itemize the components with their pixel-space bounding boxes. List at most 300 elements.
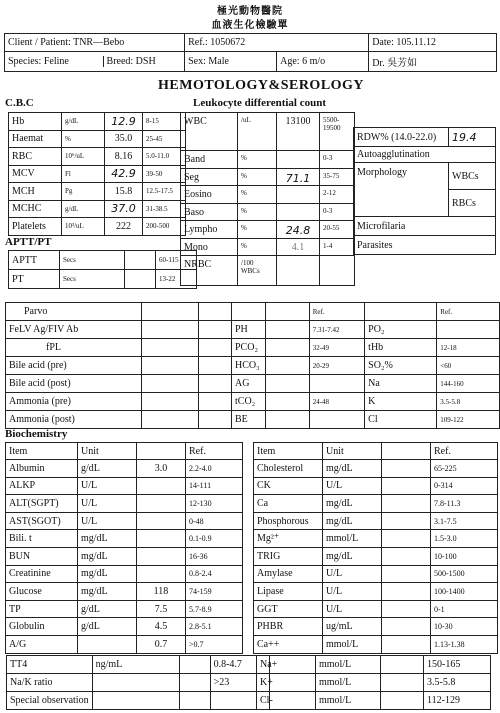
leuko-name: WBC <box>181 113 238 151</box>
bio-ref: 1.5-3.0 <box>431 530 498 548</box>
table-row <box>254 600 498 618</box>
leuko-unit: % <box>238 221 277 239</box>
bio-left-table <box>5 442 243 654</box>
bio-unit: U/L <box>78 477 137 495</box>
leuko-value <box>277 256 320 286</box>
bio-item: GGT <box>254 600 323 618</box>
cbc-value: 42.9 <box>105 165 143 183</box>
bio-unit: mg/dL <box>323 547 382 565</box>
aptt-title: APTT/PT <box>5 236 52 248</box>
cbc-ref: 31-38.5 <box>143 200 186 218</box>
table-row <box>181 168 355 186</box>
bio-item: Creatinine <box>6 565 78 583</box>
client-field: Client / Patient: TNR—Bebo <box>5 34 185 52</box>
morphology-wbcs: WBCs <box>449 163 496 190</box>
serology-table <box>5 302 266 429</box>
bio-unit: g/dL <box>78 618 137 636</box>
bio-ref: 2.2-4.0 <box>186 460 243 478</box>
bio-header-value <box>382 443 431 460</box>
serology-value <box>142 393 199 411</box>
table-row <box>254 460 498 478</box>
cbc-unit: g/dL <box>62 200 105 218</box>
table-row <box>257 674 491 692</box>
table-row <box>6 547 243 565</box>
aptt-unit: Secs <box>60 251 125 270</box>
bio-value <box>382 495 431 513</box>
leuko-name: Mono <box>181 238 238 256</box>
bio-item: BUN <box>6 547 78 565</box>
bottom-value <box>179 674 210 692</box>
bio-header-row <box>254 443 498 460</box>
table-row <box>254 635 498 653</box>
table-row <box>232 321 500 339</box>
table-row <box>6 303 266 321</box>
cbc-name: Hb <box>9 113 62 131</box>
bio-item: A/G <box>6 635 78 653</box>
cbc-unit: g/dL <box>62 113 105 131</box>
bio-ref: 5.7-8.9 <box>186 600 243 618</box>
table-row <box>9 218 186 236</box>
serology-item: FeLV Ag/FIV Ab <box>6 321 142 339</box>
table-row <box>9 113 186 131</box>
bio-value <box>137 495 186 513</box>
bio-value: 4.5 <box>137 618 186 636</box>
bio-item: ALT(SGPT) <box>6 495 78 513</box>
bottom-ref: 150-165 <box>424 656 491 674</box>
gas-param-b: Cl <box>365 411 437 429</box>
bio-ref: 3.1-7.5 <box>431 512 498 530</box>
leuko-name: NRBC <box>181 256 238 286</box>
cbc-name: MCV <box>9 165 62 183</box>
bio-unit: ug/mL <box>323 618 382 636</box>
morphology-label: Morphology <box>354 163 449 217</box>
microfilaria-label: Microfilaria <box>354 217 496 236</box>
aptt-unit: Secs <box>60 270 125 289</box>
gas-ref-b <box>437 321 500 339</box>
date-field: Date: 105.11.12 <box>369 34 497 52</box>
table-row <box>254 583 498 601</box>
bio-item: Cholesterol <box>254 460 323 478</box>
bio-item: Phosphorous <box>254 512 323 530</box>
cbc-title: C.B.C <box>5 97 34 109</box>
serology-value <box>142 357 199 375</box>
gas-param-a: tCO₂ <box>232 393 310 411</box>
cbc-value: 12.9 <box>105 113 143 131</box>
bottom-value <box>381 692 424 710</box>
cbc-name: Haemat <box>9 130 62 148</box>
bio-unit: mg/dL <box>323 495 382 513</box>
serology-item: Bile acid (pre) <box>6 357 142 375</box>
bio-unit: mmol/L <box>323 635 382 653</box>
serology-value <box>142 303 199 321</box>
bio-value <box>382 635 431 653</box>
aptt-ref: 60-115 <box>156 251 197 270</box>
bio-value <box>137 547 186 565</box>
leuko-ref: 35-75 <box>320 168 355 186</box>
cbc-name: RBC <box>9 148 62 166</box>
bio-value: 7.5 <box>137 600 186 618</box>
gas-param-a: PH <box>232 321 310 339</box>
doctor-field: Dr. 吳芳如 <box>369 52 497 72</box>
table-row <box>6 635 243 653</box>
bio-unit: mg/dL <box>78 530 137 548</box>
table-row <box>254 547 498 565</box>
gas-ref-a: 32-49 <box>309 339 364 357</box>
gas-ref-b: <60 <box>437 357 500 375</box>
gas-param-b: PO₂ <box>365 321 437 339</box>
gas-param-a: HCO₃ <box>232 357 310 375</box>
leuko-ref: 20-55 <box>320 221 355 239</box>
bio-ref: 100-1400 <box>431 583 498 601</box>
table-row <box>232 411 500 429</box>
aptt-ref: 13-22 <box>156 270 197 289</box>
bottom-unit: ng/mL <box>92 656 179 674</box>
bio-unit: g/dL <box>78 460 137 478</box>
bottom-ref: 112-129 <box>424 692 491 710</box>
bio-ref: 16-36 <box>186 547 243 565</box>
leuko-ref <box>320 256 355 286</box>
bio-unit: U/L <box>323 583 382 601</box>
bio-item: Ca++ <box>254 635 323 653</box>
cbc-unit: Fl <box>62 165 105 183</box>
ref-field: Ref.: 1050672 <box>185 34 369 52</box>
table-row <box>9 270 197 289</box>
table-row <box>181 238 355 256</box>
bio-ref: 0-48 <box>186 512 243 530</box>
bio-ref: 500-1500 <box>431 565 498 583</box>
cbc-ref: 25-45 <box>143 130 186 148</box>
cbc-value: 8.16 <box>105 148 143 166</box>
bottom-right-table <box>256 655 491 710</box>
bio-header-value <box>137 443 186 460</box>
table-row <box>232 339 500 357</box>
table-row <box>232 393 500 411</box>
bio-unit: mg/dL <box>323 460 382 478</box>
bio-unit <box>78 635 137 653</box>
gas-ref-b: 12-18 <box>437 339 500 357</box>
table-row <box>9 130 186 148</box>
bottom-unit: mmol/L <box>316 674 381 692</box>
gas-ref-a <box>309 411 364 429</box>
bio-ref: 0.8-2.4 <box>186 565 243 583</box>
bio-value <box>137 565 186 583</box>
bio-ref: 2.8-5.1 <box>186 618 243 636</box>
table-row <box>181 113 355 151</box>
bio-value <box>382 460 431 478</box>
leuko-unit: % <box>238 151 277 169</box>
bio-header-row <box>6 443 243 460</box>
leuko-value: 71.1 <box>277 168 320 186</box>
gas-header-row <box>232 303 500 321</box>
cbc-name: MCHC <box>9 200 62 218</box>
bio-item: Globulin <box>6 618 78 636</box>
bio-ref: 10-30 <box>431 618 498 636</box>
bio-right-table <box>253 442 498 654</box>
bottom-unit <box>92 692 179 710</box>
leuko-value: 13100 <box>277 113 320 151</box>
leuko-value <box>277 203 320 221</box>
serology-item: Ammonia (post) <box>6 411 142 429</box>
bio-unit: U/L <box>323 600 382 618</box>
table-row <box>6 375 266 393</box>
bottom-item: K+ <box>257 674 316 692</box>
table-row <box>254 530 498 548</box>
table-row <box>181 256 355 286</box>
cbc-name: Platelets <box>9 218 62 236</box>
gas-header-blank <box>365 303 437 321</box>
bio-unit: U/L <box>323 477 382 495</box>
bio-item: TP <box>6 600 78 618</box>
serology-value <box>142 339 199 357</box>
table-row <box>6 583 243 601</box>
cbc-unit: 10⁶/uL <box>62 148 105 166</box>
serology-item: fPL <box>6 339 142 357</box>
table-row <box>232 357 500 375</box>
gas-param-a: AG <box>232 375 310 393</box>
biochemistry-title: Biochemistry <box>5 428 68 440</box>
rdw-table <box>353 127 496 255</box>
gas-param-b: K <box>365 393 437 411</box>
gas-header-ref-a: Ref. <box>309 303 364 321</box>
table-row <box>6 477 243 495</box>
bio-unit: g/dL <box>78 600 137 618</box>
bio-ref: 74-159 <box>186 583 243 601</box>
table-row <box>6 357 266 375</box>
bio-item: Bili. t <box>6 530 78 548</box>
cbc-name: MCH <box>9 183 62 201</box>
bio-header-ref: Ref. <box>186 443 243 460</box>
table-row <box>6 512 243 530</box>
bio-unit: mg/dL <box>78 583 137 601</box>
leuko-ref: 0-3 <box>320 203 355 221</box>
cbc-ref: 200-500 <box>143 218 186 236</box>
leuko-value: 4.1 <box>277 238 320 256</box>
gas-param-a: PCO₂ <box>232 339 310 357</box>
form-title: 血液生化檢驗單 <box>211 20 289 31</box>
table-row <box>7 656 270 674</box>
gas-ref-b: 109-122 <box>437 411 500 429</box>
gas-header-blank <box>232 303 310 321</box>
bottom-item: Cl- <box>257 692 316 710</box>
table-row <box>9 148 186 166</box>
table-row <box>6 618 243 636</box>
bio-ref: >0.7 <box>186 635 243 653</box>
leuko-title: Leukocyte differential count <box>193 97 327 109</box>
aptt-value <box>125 270 156 289</box>
cbc-value: 15.8 <box>105 183 143 201</box>
bio-value <box>137 477 186 495</box>
leuko-unit: % <box>238 186 277 204</box>
table-row <box>9 251 197 270</box>
bio-value <box>382 600 431 618</box>
leuko-name: Eosino <box>181 186 238 204</box>
bio-ref: 7.8-11.3 <box>431 495 498 513</box>
bottom-item: Na/K ratio <box>7 674 93 692</box>
bottom-ref: 3.5-5.8 <box>424 674 491 692</box>
bottom-ref: 0.8-4.7 <box>210 656 269 674</box>
bio-header-ref: Ref. <box>431 443 498 460</box>
cbc-value: 37.0 <box>105 200 143 218</box>
table-row <box>6 393 266 411</box>
leuko-value <box>277 151 320 169</box>
cbc-unit: 10³/uL <box>62 218 105 236</box>
aptt-name: APTT <box>9 251 60 270</box>
cbc-ref: 12.5-17.5 <box>143 183 186 201</box>
leuko-ref: 1-4 <box>320 238 355 256</box>
bottom-left-table <box>6 655 270 710</box>
cbc-value: 35.0 <box>105 130 143 148</box>
table-row <box>254 495 498 513</box>
gas-ref-b: 144-160 <box>437 375 500 393</box>
cbc-ref: 8-15 <box>143 113 186 131</box>
bio-header-item: Item <box>254 443 323 460</box>
bio-ref: 1.13-1.38 <box>431 635 498 653</box>
bio-item: TRIG <box>254 547 323 565</box>
autoagglutination-label: Autoagglutination <box>354 147 496 163</box>
bio-ref: 0-314 <box>431 477 498 495</box>
bottom-value <box>179 692 210 710</box>
age-field: Age: 6 m/o <box>277 52 369 72</box>
gas-param-b: tHb <box>365 339 437 357</box>
table-row <box>181 221 355 239</box>
patient-info-table <box>4 33 497 72</box>
gas-param-b: Na <box>365 375 437 393</box>
bio-unit: U/L <box>78 512 137 530</box>
table-row <box>257 692 491 710</box>
bio-value <box>137 512 186 530</box>
leuko-name: Seg <box>181 168 238 186</box>
table-row <box>9 183 186 201</box>
bio-value <box>382 530 431 548</box>
table-row <box>6 530 243 548</box>
serology-item: Bile acid (post) <box>6 375 142 393</box>
clinic-name: 極光動物醫院 <box>217 6 283 17</box>
species-field: Species: Feline <box>5 56 103 67</box>
bottom-unit: mmol/L <box>316 692 381 710</box>
leuko-value <box>277 186 320 204</box>
bio-item: Amylase <box>254 565 323 583</box>
table-row <box>6 565 243 583</box>
bio-value <box>382 512 431 530</box>
table-row <box>6 460 243 478</box>
table-row <box>257 656 491 674</box>
gas-ref-a: 20-29 <box>309 357 364 375</box>
table-row <box>254 512 498 530</box>
leuko-name: Band <box>181 151 238 169</box>
leuko-ref: 2-12 <box>320 186 355 204</box>
table-row <box>181 203 355 221</box>
cbc-ref: 39-50 <box>143 165 186 183</box>
aptt-value <box>125 251 156 270</box>
leuko-table <box>180 112 355 286</box>
cbc-unit: % <box>62 130 105 148</box>
bottom-item: Na+ <box>257 656 316 674</box>
blood-gas-table <box>231 302 500 429</box>
leuko-unit: % <box>238 168 277 186</box>
bio-value <box>382 618 431 636</box>
bio-value <box>137 530 186 548</box>
leuko-unit: % <box>238 238 277 256</box>
bio-unit: mg/dL <box>323 512 382 530</box>
bio-header-unit: Unit <box>323 443 382 460</box>
table-row <box>254 565 498 583</box>
bio-value <box>382 477 431 495</box>
leuko-unit: /uL <box>238 113 277 151</box>
gas-header-ref-b: Ref. <box>437 303 500 321</box>
bio-ref: 12-130 <box>186 495 243 513</box>
rdw-label: RDW% (14.0-22.0) <box>354 128 449 147</box>
table-row <box>6 495 243 513</box>
parasites-label: Parasites <box>354 236 496 255</box>
table-row <box>9 165 186 183</box>
gas-ref-b: 3.5-5.8 <box>437 393 500 411</box>
sex-field: Sex: Male <box>185 52 277 72</box>
table-row <box>6 600 243 618</box>
gas-ref-a: 7.31-7.42 <box>309 321 364 339</box>
bio-value <box>382 583 431 601</box>
bio-ref: 0-1 <box>431 600 498 618</box>
aptt-table <box>8 250 197 289</box>
cbc-value: 222 <box>105 218 143 236</box>
bio-item: Ca <box>254 495 323 513</box>
bio-ref: 10-100 <box>431 547 498 565</box>
bottom-value <box>381 656 424 674</box>
table-row <box>254 618 498 636</box>
morphology-rbcs: RBCs <box>449 190 496 217</box>
bottom-item: Special observation <box>7 692 93 710</box>
bio-item: Mg²⁺ <box>254 530 323 548</box>
bio-item: AST(SGOT) <box>6 512 78 530</box>
rdw-value: 19.4 <box>449 128 496 147</box>
cbc-table <box>8 112 186 236</box>
bio-unit: mmol/L <box>323 530 382 548</box>
bottom-value <box>179 656 210 674</box>
bio-item: PHBR <box>254 618 323 636</box>
table-row <box>9 200 186 218</box>
table-row <box>181 186 355 204</box>
bio-unit: mg/dL <box>78 547 137 565</box>
gas-param-a: BE <box>232 411 310 429</box>
leuko-unit: % <box>238 203 277 221</box>
bio-unit: U/L <box>323 565 382 583</box>
hematology-title: HEMOTOLOGY&SEROLOGY <box>158 78 365 93</box>
cbc-unit: Pg <box>62 183 105 201</box>
bio-header-item: Item <box>6 443 78 460</box>
bio-item: CK <box>254 477 323 495</box>
bio-unit: mg/dL <box>78 565 137 583</box>
bio-item: Glucose <box>6 583 78 601</box>
serology-item: Parvo <box>6 303 142 321</box>
serology-value <box>142 375 199 393</box>
serology-value <box>142 321 199 339</box>
serology-item: Ammonia (pre) <box>6 393 142 411</box>
bio-item: Albumin <box>6 460 78 478</box>
gas-ref-a: 24-48 <box>309 393 364 411</box>
leuko-name: Baso <box>181 203 238 221</box>
leuko-unit: /100 WBCs <box>238 256 277 286</box>
bottom-item: TT4 <box>7 656 93 674</box>
bio-ref: 65-225 <box>431 460 498 478</box>
bio-value: 3.0 <box>137 460 186 478</box>
table-row <box>181 151 355 169</box>
table-row <box>6 321 266 339</box>
bio-item: ALKP <box>6 477 78 495</box>
bottom-unit <box>92 674 179 692</box>
bio-item: Lipase <box>254 583 323 601</box>
table-row <box>6 411 266 429</box>
gas-param-b: SO₂% <box>365 357 437 375</box>
bio-ref: 0.1-0.9 <box>186 530 243 548</box>
